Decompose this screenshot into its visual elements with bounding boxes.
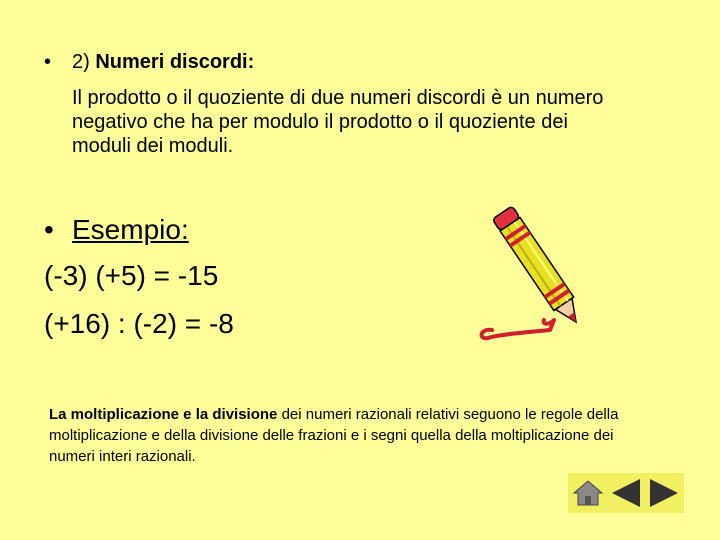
- note-bold-text: La moltiplicazione e la divisione: [49, 406, 278, 423]
- home-icon: [572, 477, 604, 509]
- navigation-bar: [568, 473, 684, 513]
- example-equation-1: (-3) (+5) = -15: [44, 260, 219, 291]
- bullet-number: 2): [72, 51, 90, 73]
- example-title: Esempio:: [72, 214, 189, 245]
- bullet-heading-text: Numeri discordi:: [95, 51, 255, 73]
- bullet-paragraph: Il prodotto o il quoziente di due numeri discordi è un numero negativo che ha per modulo il prodotto o il quoziente dei moduli dei moduli.: [72, 87, 604, 157]
- note-paragraph: [49, 404, 649, 467]
- home-button[interactable]: [572, 477, 604, 509]
- example-equation-2: (+16) : (-2) = -8: [44, 308, 234, 339]
- pencil-clipart: [472, 172, 612, 352]
- triangle-left-icon: [610, 477, 642, 509]
- example-bullet-symbol: •: [44, 214, 54, 245]
- triangle-right-icon: [648, 477, 680, 509]
- note-text: dei numeri razionali relativi seguono le regole della moltiplicazione e della divisione delle frazioni e i segni quella della moltiplicazione dei numeri interi razionali.: [49, 406, 619, 465]
- bullet-heading: [72, 50, 254, 74]
- back-button[interactable]: [610, 477, 642, 509]
- forward-button[interactable]: [648, 477, 680, 509]
- bullet-symbol: •: [44, 51, 52, 73]
